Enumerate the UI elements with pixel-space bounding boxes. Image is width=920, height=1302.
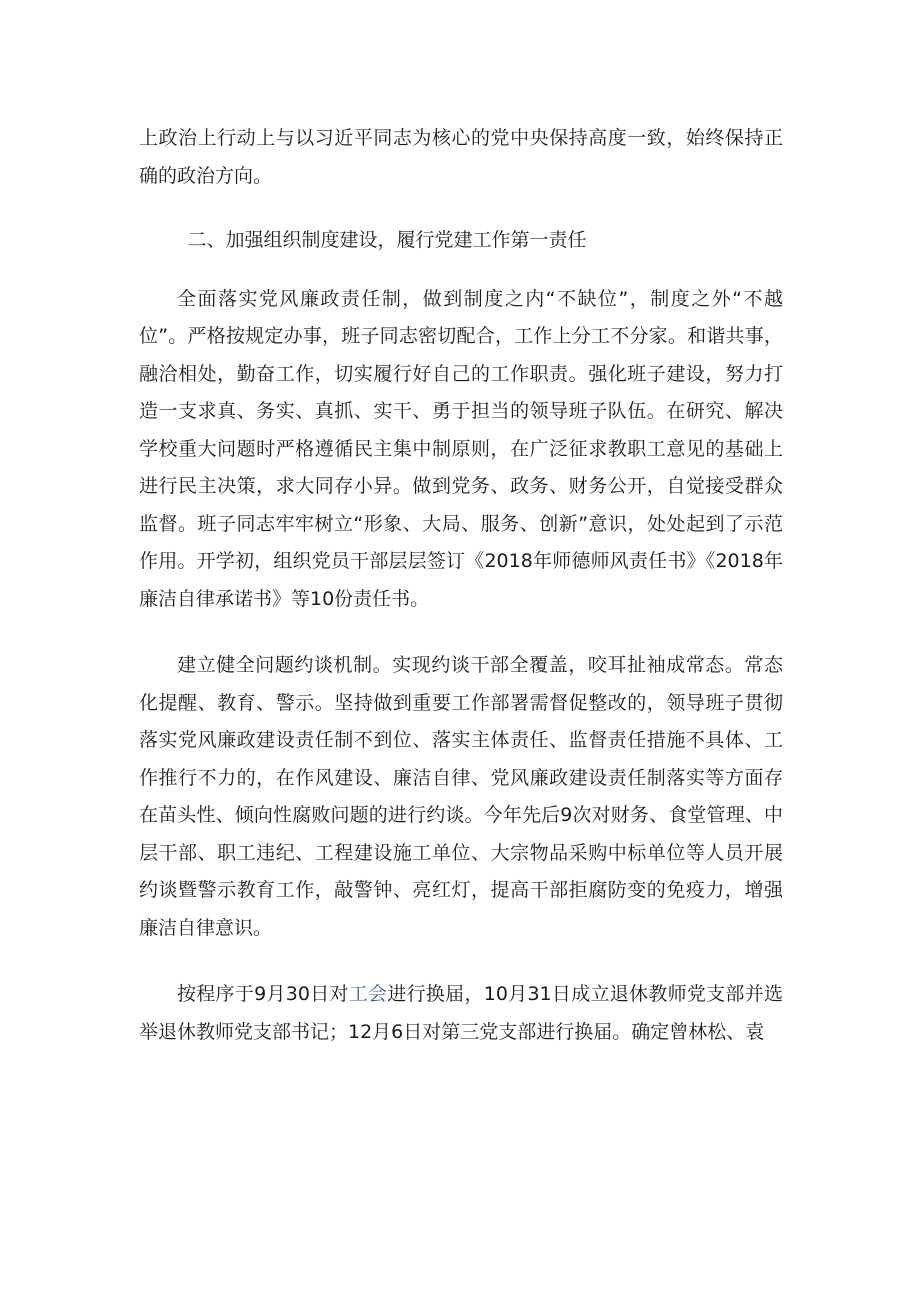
election-text-after: 进行换届，10月31日成立退休教师党支部并选举退休教师党支部书记；12月6日对第三党支部进行换届。确定曾林松、袁 — [139, 983, 783, 1043]
election-text-before: 按程序于9月30日对 — [177, 983, 349, 1005]
document-body — [139, 120, 783, 1051]
paragraph-responsibility-system: 全面落实党风廉政责任制，做到制度之内“不缺位”，制度之外“不越位”。严格按规定办事，班子同志密切配合，工作上分工不分家。和谐共事，融洽相处，勤奋工作，切实履行好自己的工作职责。强化班子建设，努力打造一支求真、务实、真抓、实干、勇于担当的领导班子队伍。在研究、解决学校重大问题时严格遵循民主集中制原则，在广泛征求教职工意见的基础上进行民主决策，求大同存小异。做到党务、政务、财务公开，自觉接受群众监督。班子同志牢牢树立“形象、大局、服务、创新”意识，处处起到了示范作用。开学初，组织党员干部层层签订《2018年师德师风责任书》《2018年廉洁自律承诺书》等10份责任书。 — [139, 287, 783, 610]
section-heading: 二、加强组织制度建设，履行党建工作第一责任 — [187, 229, 587, 251]
paragraph-election — [139, 976, 783, 1051]
paragraph-interview-mechanism: 建立健全问题约谈机制。实现约谈干部全覆盖，咬耳扯袖成常态。常态化提醒、教育、警示。坚持做到重要工作部署需督促整改的，领导班子贯彻落实党风廉政建设责任制不到位、落实主体责任、监督责任措施不具体、工作推行不力的，在作风建设、廉洁自律、党风廉政建设责任制落实等方面存在苗头性、倾向性腐败问题的进行约谈。今年先后9次对财务、食堂管理、中层干部、职工违纪、工程建设施工单位、大宗物品采购中标单位等人员开展约谈暨警示教育工作，敲警钟、亮红灯，提高干部拒腐防变的免疫力，增强廉洁自律意识。 — [139, 654, 783, 939]
trade-union-link[interactable]: 工会 — [348, 983, 388, 1005]
paragraph-continued: 上政治上行动上与以习近平同志为核心的党中央保持高度一致，始终保持正确的政治方向。 — [139, 127, 783, 187]
